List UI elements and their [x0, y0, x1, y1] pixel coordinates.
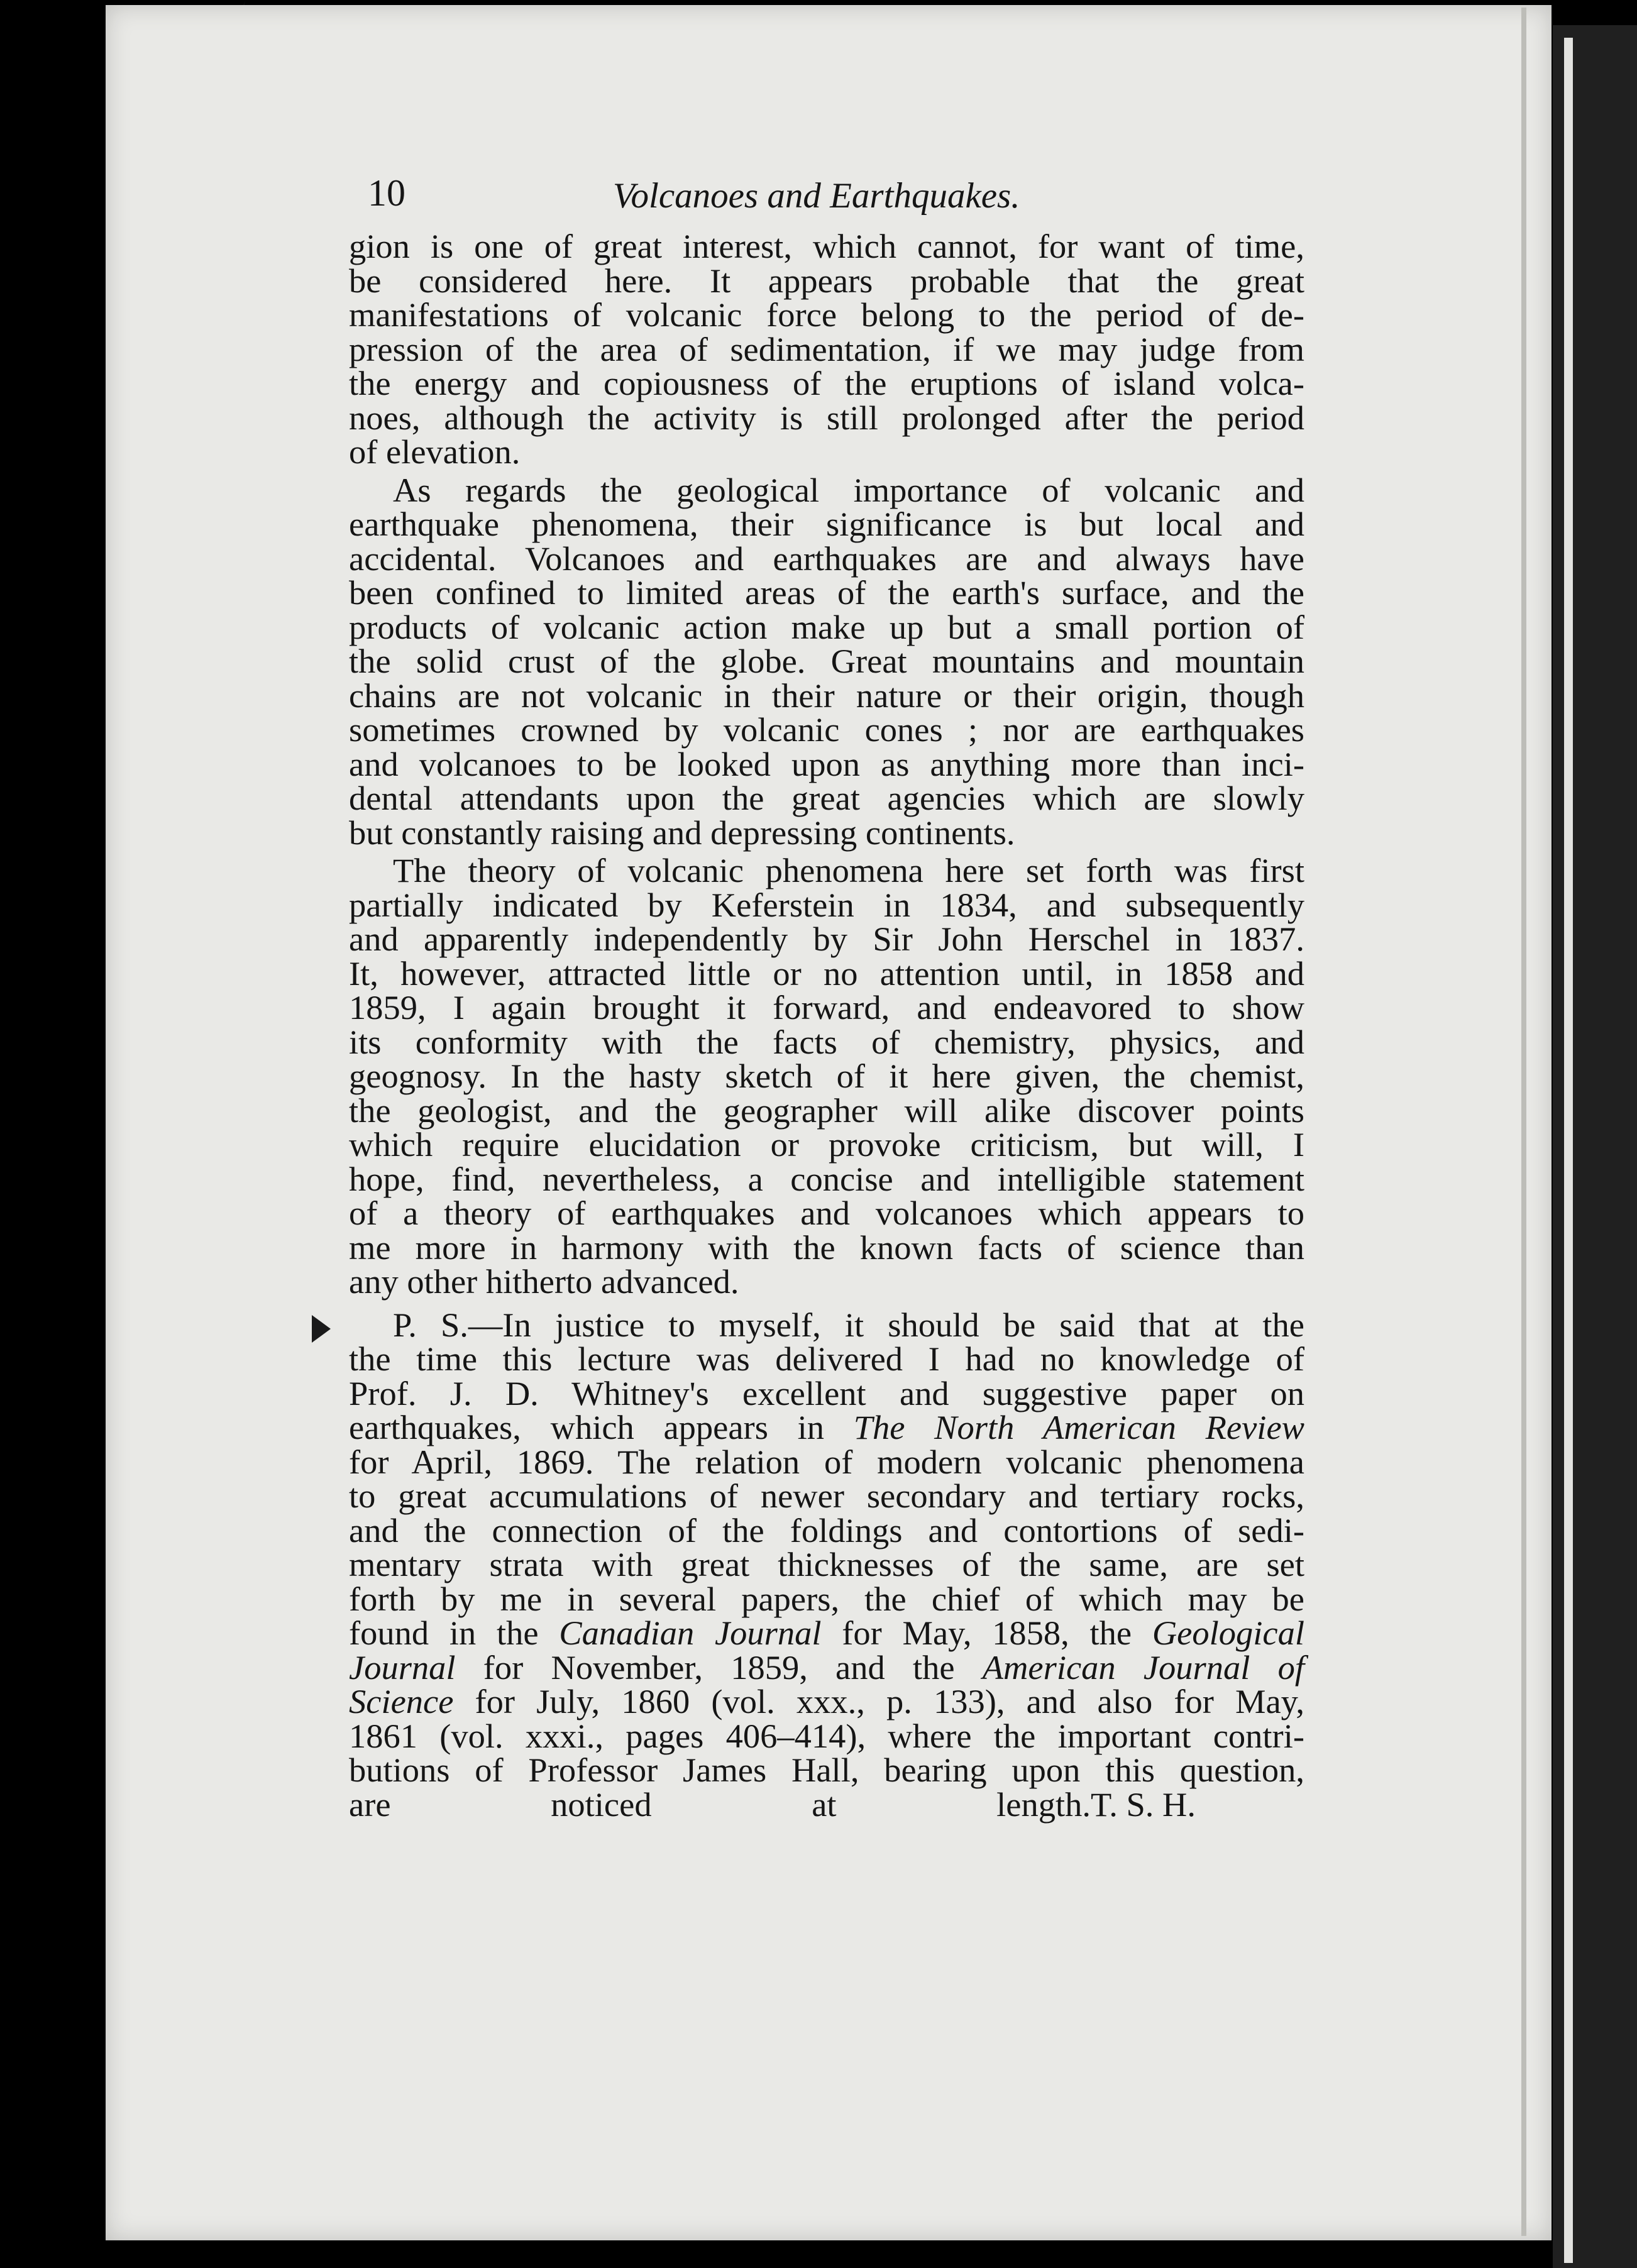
- text-line: dental attendants upon the great agencies which are slowly: [349, 779, 1304, 817]
- running-head: [349, 160, 1304, 229]
- paragraph-1: [349, 229, 1304, 470]
- text-line: earthquakes, which appears in The North American Review: [349, 1408, 1304, 1446]
- text-line: any other hitherto advanced.: [349, 1262, 739, 1301]
- text-line: accidental. Volcanoes and earthquakes are and always have: [349, 539, 1304, 578]
- text-line: pression of the area of sedimentation, if we may judge from: [349, 329, 1304, 368]
- text-line: its conformity with the facts of chemistry, physics, and: [349, 1022, 1304, 1061]
- text-line: and apparently independently by Sir John Herschel in 1837.: [349, 920, 1304, 958]
- text-line: be considered here. It appears probable that the great: [349, 261, 1304, 300]
- text-line: chains are not volcanic in their nature or their origin, though: [349, 676, 1304, 715]
- text-line: but constantly raising and depressing continents.: [349, 813, 1015, 852]
- text-line: butions of Professor James Hall, bearing upon this question,: [349, 1751, 1304, 1789]
- text-line: As regards the geological importance of volcanic and: [393, 470, 1304, 509]
- paragraph-3: [349, 851, 1304, 1301]
- text-line: Journal for November, 1859, and the American Journal of: [349, 1648, 1305, 1687]
- text-line: geognosy. In the hasty sketch of it here given, the chemist,: [349, 1057, 1304, 1095]
- text-line: are noticed at length.: [349, 1785, 1091, 1824]
- text-line: earthquake phenomena, their significance is but local and: [349, 505, 1304, 543]
- text-line: gion is one of great interest, which cannot, for want of time,: [349, 227, 1304, 265]
- text-line: Prof. J. D. Whitney's excellent and suggestive paper on: [349, 1373, 1304, 1412]
- text-line: Science for July, 1860 (vol. xxx., p. 133), and also for May,: [349, 1682, 1304, 1720]
- text-line: P. S.—In justice to myself, it should be said that at the: [393, 1305, 1304, 1344]
- text-line: forth by me in several papers, the chief of which may be: [349, 1579, 1304, 1618]
- text-line: noes, although the activity is still prolonged after the period: [349, 398, 1304, 437]
- page-number: 10: [368, 172, 405, 214]
- signature-initials: T. S. H.: [1091, 1785, 1196, 1824]
- postscript-paragraph: [349, 1305, 1305, 1824]
- text-line: It, however, attracted little or no attention until, in 1858 and: [349, 954, 1304, 993]
- text-line: the solid crust of the globe. Great mountains and mountain: [349, 642, 1304, 680]
- text-line: manifestations of volcanic force belong to the period of de-: [349, 295, 1304, 334]
- text-line: of elevation.: [349, 432, 521, 471]
- text-line: found in the Canadian Journal for May, 1858, the Geological: [349, 1614, 1304, 1652]
- text-block: [349, 160, 1304, 1822]
- sheet-fold-line: [1521, 8, 1526, 2236]
- text-line: partially indicated by Keferstein in 1834, and subsequently: [349, 885, 1304, 924]
- text-line: and the connection of the foldings and contortions of sedi-: [349, 1511, 1304, 1550]
- text-line: and volcanoes to be looked upon as anything more than inci-: [349, 744, 1304, 783]
- signature-row: [349, 1785, 1304, 1824]
- margin-notch: [312, 1315, 331, 1343]
- text-line: hope, find, nevertheless, a concise and intelligible statement: [349, 1159, 1304, 1198]
- text-line: The theory of volcanic phenomena here set forth was first: [393, 851, 1304, 889]
- text-line: to great accumulations of newer secondary and tertiary rocks,: [349, 1477, 1304, 1515]
- text-line: 1859, I again brought it forward, and endeavored to show: [349, 988, 1304, 1027]
- text-line: which require elucidation or provoke criticism, but will, I: [349, 1125, 1304, 1164]
- text-line: 1861 (vol. xxxi., pages 406–414), where the important contri-: [349, 1716, 1304, 1755]
- text-line: sometimes crowned by volcanic cones ; nor are earthquakes: [349, 710, 1304, 749]
- text-line: of a theory of earthquakes and volcanoes which appears to: [349, 1194, 1304, 1232]
- text-line: mentary strata with great thicknesses of the same, are set: [349, 1545, 1304, 1583]
- text-line: for April, 1869. The relation of modern volcanic phenomena: [349, 1442, 1304, 1481]
- text-line: the energy and copiousness of the eruptions of island volca-: [349, 364, 1304, 402]
- text-line: been confined to limited areas of the earth's surface, and the: [349, 573, 1304, 612]
- text-line: me more in harmony with the known facts of science than: [349, 1228, 1304, 1267]
- paragraph-2: [349, 470, 1304, 852]
- next-page-edge-line: [1564, 38, 1573, 2263]
- text-line: the geologist, and the geographer will alike discover points: [349, 1091, 1304, 1130]
- running-title: Volcanoes and Earthquakes.: [613, 176, 1020, 216]
- text-line: products of volcanic action make up but a small portion of: [349, 607, 1304, 646]
- text-line: the time this lecture was delivered I had no knowledge of: [349, 1340, 1304, 1378]
